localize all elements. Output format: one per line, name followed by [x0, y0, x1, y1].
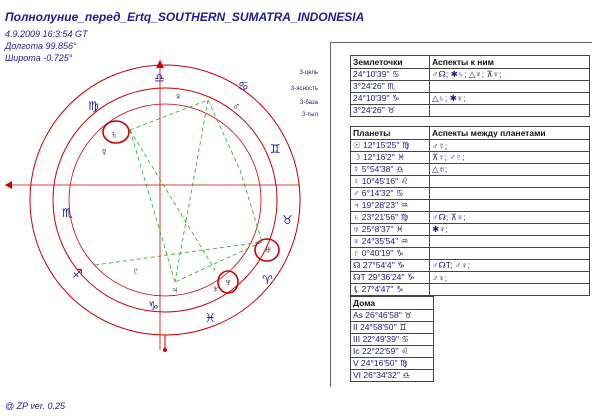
chart-title: Полнолуние_перед_Ertq_SOUTHERN_SUMATRA_INDONESIA — [5, 10, 365, 24]
table-row — [351, 260, 590, 272]
table-row — [351, 358, 434, 370]
zodiac-glyph: ♈ — [262, 273, 273, 287]
zodiac-glyph: ♉ — [282, 213, 293, 227]
natal-wheel — [0, 60, 325, 390]
inner-ring — [69, 104, 261, 296]
planet-aspects — [430, 188, 590, 200]
zodiac-glyph: ♍ — [88, 99, 99, 113]
table-row — [351, 212, 590, 224]
planet-aspects: ✱♆; — [430, 224, 590, 236]
planet-aspects — [430, 176, 590, 188]
table-row — [351, 248, 590, 260]
house-position: II 24°58'50'' ♊ — [351, 322, 434, 334]
planet-position: ♀ 10°45'16'' ♌ — [351, 176, 430, 188]
zodiac-glyph: ♓ — [205, 311, 216, 325]
zodiac-inner-ring — [53, 88, 277, 312]
planet-aspects — [430, 248, 590, 260]
table-row — [351, 164, 590, 176]
planet-position: ☉ 12°15'25'' ♍ — [351, 140, 430, 152]
houses-table — [350, 296, 434, 382]
planet-aspects: ⊼♀; ♂♇; — [430, 152, 590, 164]
zodiac-glyph: ♐ — [72, 267, 83, 281]
table-row — [351, 334, 434, 346]
planets-table — [350, 126, 590, 296]
planet-position: ☿ 5°54'38'' ♎ — [351, 164, 430, 176]
planet-position: ☊T 29°36'24'' ♑ — [351, 272, 430, 284]
table-divider — [330, 42, 331, 387]
table-row — [351, 81, 590, 93]
points-col1-header: Землеточки — [351, 56, 430, 69]
planet-glyph: ♇ — [132, 266, 140, 277]
planet-glyph: ♂ — [232, 101, 241, 113]
planet-glyph: ♄ — [110, 129, 119, 141]
planet-position: ♂ 6°14'32'' ♋ — [351, 188, 430, 200]
planet-position: ♅ 25°8'37'' ♓ — [351, 224, 430, 236]
planet-aspects: ♂☿; — [430, 140, 590, 152]
house-label: 3-база — [300, 100, 318, 106]
table-row — [351, 370, 434, 382]
point-position: 3°24'26'' ♉ — [351, 105, 430, 117]
chart-longitude: Долгота 99.856° — [5, 41, 77, 51]
mc-arrow-icon — [156, 60, 164, 68]
table-row — [351, 346, 434, 358]
planet-aspects — [430, 200, 590, 212]
zodiac-glyph: ♑ — [148, 299, 159, 313]
table-row — [351, 69, 590, 81]
table-row — [351, 322, 434, 334]
table-top-line — [330, 42, 592, 43]
planet-aspects: ♂♆; — [430, 272, 590, 284]
point-aspects: △♄; ✱♆; — [430, 93, 590, 105]
zodiac-glyph: ♏ — [62, 206, 73, 220]
house-position: Ic 22°22'59'' ♌ — [351, 346, 434, 358]
planet-aspects: △♅; — [430, 164, 590, 176]
planet-glyph: ♅ — [264, 244, 273, 256]
point-position: 3°24'26'' ♏ — [351, 81, 430, 93]
planet-glyph: ♆ — [212, 284, 220, 295]
table-row — [351, 284, 590, 296]
house-label: 3-цель — [299, 70, 318, 76]
house-position: As 26°46'58'' ♉ — [351, 310, 434, 322]
house-label: 3-тыл — [302, 112, 318, 118]
zodiac-glyph: ♊ — [270, 142, 281, 156]
table-row — [351, 200, 590, 212]
table-row — [351, 152, 590, 164]
house-label: 3-ясность — [290, 86, 318, 92]
planets-col1-header: Планеты — [351, 127, 430, 140]
planet-glyph: ☿ — [100, 147, 109, 159]
point-position: 24°10'39'' ♑ — [351, 93, 430, 105]
planet-glyph: ♆ — [224, 277, 233, 289]
table-row — [351, 93, 590, 105]
planet-aspects — [430, 284, 590, 296]
planet-aspects — [430, 236, 590, 248]
zodiac-glyph: ♎ — [154, 71, 165, 85]
planet-glyph: ♀ — [174, 91, 183, 103]
table-row — [351, 310, 434, 322]
planet-position: ♆ 24°35'54'' ♒ — [351, 236, 430, 248]
point-aspects — [430, 81, 590, 93]
house-position: V 24°16'50'' ♍ — [351, 358, 434, 370]
table-row — [351, 140, 590, 152]
points-table — [350, 55, 590, 117]
houses-header: Дома — [351, 297, 434, 310]
table-row — [351, 272, 590, 284]
table-row — [351, 176, 590, 188]
table-row — [351, 188, 590, 200]
version-credit: @ ZP ver. 0.25 — [5, 401, 65, 411]
table-row — [351, 105, 590, 117]
ascendant-arrow-icon — [5, 181, 12, 189]
planet-position: ☊ 27°54'4'' ♑ — [351, 260, 430, 272]
point-aspects: ♂☊; ✱♄; △♆; ⊼♆; — [430, 69, 590, 81]
planet-aspects: ♂☊; ⊼♆; — [430, 212, 590, 224]
house-position: VI 26°34'32'' ♎ — [351, 370, 434, 382]
zodiac-glyph: ♋ — [238, 79, 249, 93]
outer-ring — [30, 65, 300, 335]
planet-position: ♃ 19°28'23'' ♒ — [351, 200, 430, 212]
table-row — [351, 224, 590, 236]
planets-col2-header: Аспекты между планетами — [430, 127, 590, 140]
aspect-lines — [95, 100, 262, 282]
planet-position: ♇ 0°40'19'' ♑ — [351, 248, 430, 260]
house-position: III 22°49'39'' ♋ — [351, 334, 434, 346]
planet-position: ⚸ 27°4'47'' ♑ — [351, 284, 430, 296]
table-row — [351, 236, 590, 248]
ic-dot-icon — [163, 348, 167, 352]
planet-glyph: ♃ — [171, 285, 179, 296]
planet-position: ☽ 12°16'2'' ♓ — [351, 152, 430, 164]
point-position: 24°10'39'' ♋ — [351, 69, 430, 81]
planet-aspects: ♂☊T; ♂♆; — [430, 260, 590, 272]
points-col2-header: Аспекты к ним — [430, 56, 590, 69]
chart-latitude: Широта -0.725° — [5, 53, 73, 63]
planet-position: ♄ 23°21'56'' ♍ — [351, 212, 430, 224]
chart-datetime: 4.9.2009 16:3:54 GT — [5, 29, 88, 39]
point-aspects — [430, 105, 590, 117]
